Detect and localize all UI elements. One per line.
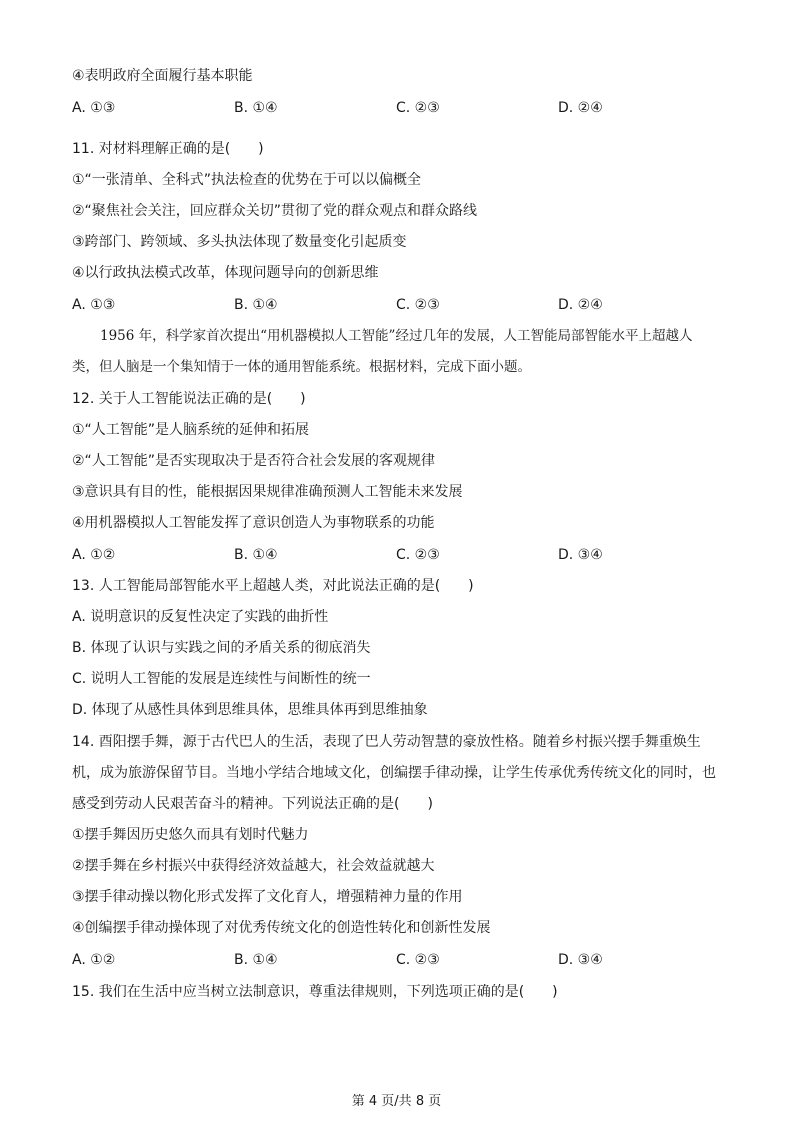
q10-options bbox=[72, 98, 722, 118]
q13-option-a: A. 说明意识的反复性决定了实践的曲折性 bbox=[72, 609, 329, 625]
q14-statement-2: ②摆手舞在乡村振兴中获得经济效益越大，社会效益就越大 bbox=[72, 858, 435, 874]
q12-options bbox=[72, 545, 722, 565]
option-a: A. ①② bbox=[72, 547, 116, 563]
q11-options bbox=[72, 295, 722, 315]
option-c: C. ②③ bbox=[396, 952, 440, 968]
option-d: D. ③④ bbox=[558, 952, 603, 968]
q13-option-d: D. 体现了从感性具体到思维具体，思维具体再到思维抽象 bbox=[72, 702, 428, 718]
q14-stem-line-3: 感受到劳动人民艰苦奋斗的精神。下列说法正确的是( ) bbox=[72, 796, 433, 812]
option-c: C. ②③ bbox=[396, 297, 440, 313]
q14-statement-4: ④创编摆手律动操体现了对优秀传统文化的创造性转化和创新性发展 bbox=[72, 920, 491, 936]
option-b: B. ①④ bbox=[234, 547, 278, 563]
page-footer: 第 4 页/共 8 页 bbox=[351, 1094, 442, 1109]
q12-statement-4: ④用机器模拟人工智能发挥了意识创造人为事物联系的功能 bbox=[72, 515, 435, 531]
q14-stem-line-1: 14. 酉阳摆手舞，源于古代巴人的生活，表现了巴人劳动智慧的豪放性格。随着乡村振兴摆手舞重焕生 bbox=[72, 734, 701, 750]
q11-statement-1: ①“一张清单、全科式”执法检查的优势在于可以以偏概全 bbox=[72, 172, 422, 188]
q14-stem-line-2: 机，成为旅游保留节目。当地小学结合地域文化，创编摆手律动操，让学生传承优秀传统文化的同时，也 bbox=[72, 765, 716, 781]
q13-option-c: C. 说明人工智能的发展是连续性与间断性的统一 bbox=[72, 671, 371, 687]
q14-statement-3: ③摆手律动操以物化形式发挥了文化育人，增强精神力量的作用 bbox=[72, 889, 463, 905]
q10-statement-4: ④表明政府全面履行基本职能 bbox=[72, 68, 253, 84]
q12-statement-1: ①“人工智能”是人脑系统的延伸和拓展 bbox=[72, 422, 310, 438]
q11-statement-3: ③跨部门、跨领域、多头执法体现了数量变化引起质变 bbox=[72, 234, 407, 250]
material-paragraph-line-2: 类，但人脑是一个集知情于一体的通用智能系统。根据材料，完成下面小题。 bbox=[72, 359, 531, 375]
option-c: C. ②③ bbox=[396, 547, 440, 563]
option-d: D. ③④ bbox=[558, 547, 603, 563]
option-b: B. ①④ bbox=[234, 297, 278, 313]
q12-statement-2: ②“人工智能”是否实现取决于是否符合社会发展的客观规律 bbox=[72, 453, 436, 469]
option-a: A. ①② bbox=[72, 952, 116, 968]
q15-stem: 15. 我们在生活中应当树立法制意识，尊重法律规则，下列选项正确的是( ) bbox=[72, 984, 558, 1000]
option-d: D. ②④ bbox=[558, 297, 603, 313]
q12-statement-3: ③意识具有目的性，能根据因果规律准确预测人工智能未来发展 bbox=[72, 484, 463, 500]
q14-options bbox=[72, 950, 722, 970]
option-d: D. ②④ bbox=[558, 100, 603, 116]
option-a: A. ①③ bbox=[72, 297, 116, 313]
option-a: A. ①③ bbox=[72, 100, 116, 116]
q11-statement-2: ②“聚焦社会关注，回应群众关切”贯彻了党的群众观点和群众路线 bbox=[72, 203, 478, 219]
option-c: C. ②③ bbox=[396, 100, 440, 116]
option-b: B. ①④ bbox=[234, 952, 278, 968]
q12-stem: 12. 关于人工智能说法正确的是( ) bbox=[72, 391, 306, 407]
material-paragraph-line-1: 1956 年，科学家首次提出“用机器模拟人工智能”经过几年的发展，人工智能局部智能水平上超越人 bbox=[100, 328, 693, 344]
option-b: B. ①④ bbox=[234, 100, 278, 116]
q11-statement-4: ④以行政执法模式改革，体现问题导向的创新思维 bbox=[72, 265, 379, 281]
q11-stem: 11. 对材料理解正确的是( ) bbox=[72, 141, 264, 157]
q14-statement-1: ①摆手舞因历史悠久而具有划时代魅力 bbox=[72, 827, 309, 843]
q13-stem: 13. 人工智能局部智能水平上超越人类，对此说法正确的是( ) bbox=[72, 578, 474, 594]
q13-option-b: B. 体现了认识与实践之间的矛盾关系的彻底消失 bbox=[72, 640, 371, 656]
